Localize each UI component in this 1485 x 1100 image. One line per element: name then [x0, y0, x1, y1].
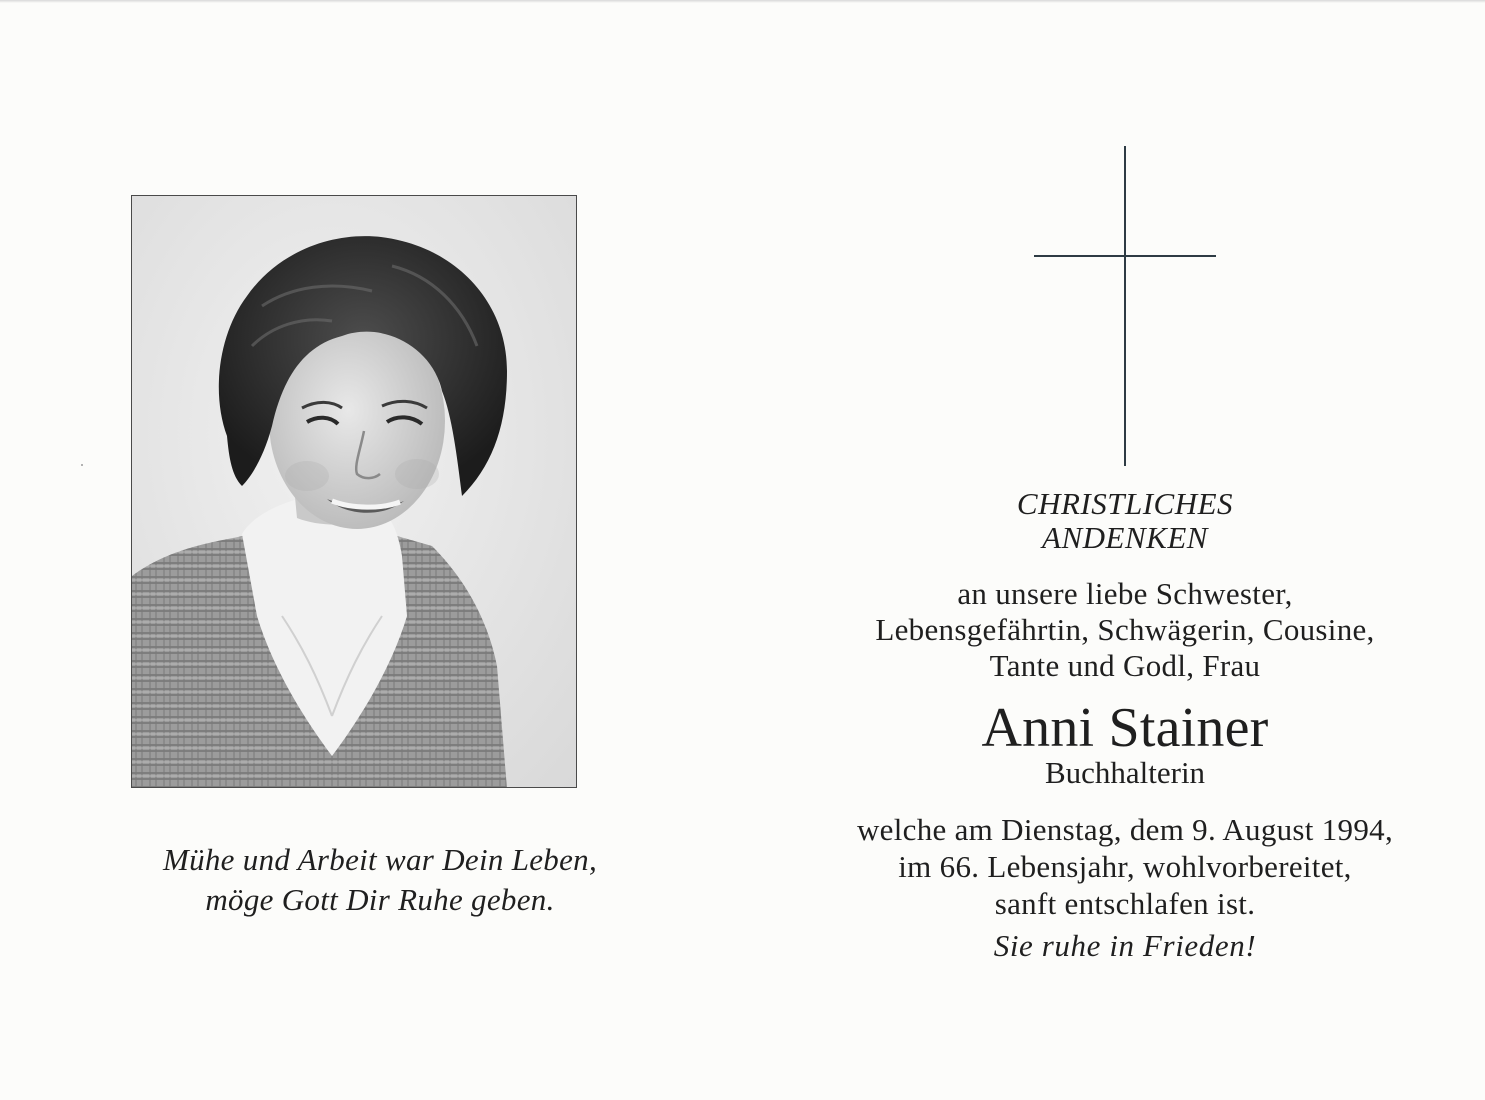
death-notice-line: im 66. Lebensjahr, wohlvorbereitet, — [898, 849, 1352, 884]
motto-verse — [100, 840, 660, 920]
cross-icon — [1034, 146, 1216, 466]
card-edge — [0, 0, 1485, 3]
card-heading — [790, 487, 1460, 555]
heading-line: ANDENKEN — [1042, 520, 1208, 555]
death-notice — [790, 811, 1460, 922]
profession: Buchhalterin — [1044, 755, 1206, 790]
death-notice-line: sanft entschlafen ist. — [994, 886, 1256, 921]
relations-line: Lebensgefährtin, Schwägerin, Cousine, — [875, 612, 1375, 647]
motto-line: Mühe und Arbeit war Dein Leben, — [162, 842, 598, 877]
relations-text — [790, 576, 1460, 684]
closing-blessing: Sie ruhe in Frieden! — [993, 928, 1257, 963]
paper-speck — [81, 464, 83, 466]
heading-line: CHRISTLICHES — [1016, 486, 1234, 521]
relations-line: Tante und Godl, Frau — [989, 648, 1261, 683]
relations-line: an unsere liebe Schwester, — [957, 576, 1293, 611]
death-notice-line: welche am Dienstag, dem 9. August 1994, — [856, 812, 1394, 847]
motto-line: möge Gott Dir Ruhe geben. — [205, 882, 555, 917]
portrait-drawing — [132, 196, 577, 788]
portrait-photo — [131, 195, 577, 788]
deceased-name: Anni Stainer — [981, 697, 1269, 759]
